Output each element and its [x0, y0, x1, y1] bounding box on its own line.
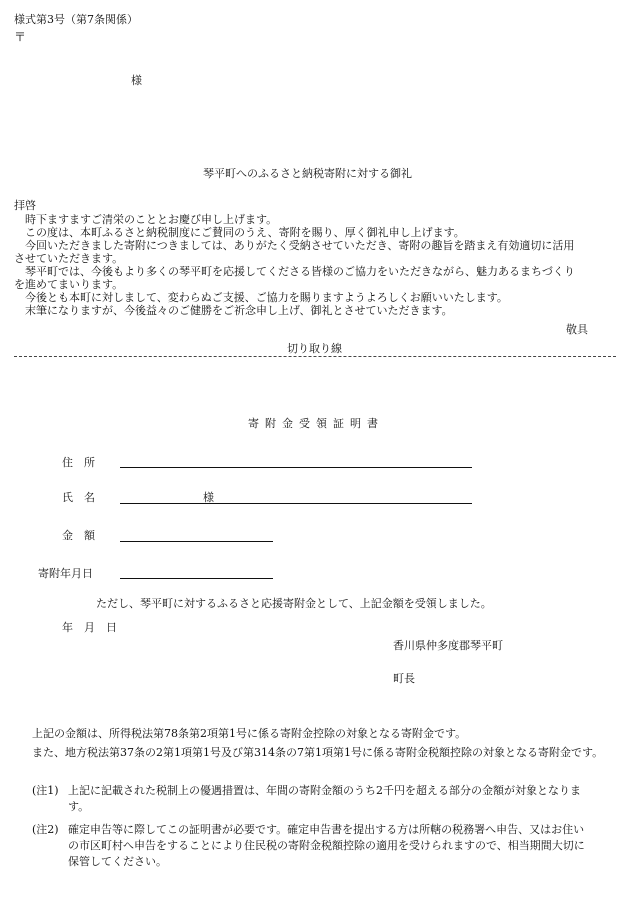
body-line: 今回いただきました寄附につきましては、ありがたく受納させていただき、寄附の趣旨を踏まえ有効適切に活用 — [14, 239, 575, 252]
address-line — [120, 467, 472, 468]
receipt-statement: ただし、琴平町に対するふるさと応援寄附金として、上記金額を受領しました。 — [96, 597, 492, 610]
body-line: 末筆になりますが、今後益々のご健勝をご祈念申し上げ、御礼とさせていただきます。 — [14, 304, 453, 317]
note-line: 保管してください。 — [68, 855, 167, 868]
date-line — [120, 578, 273, 579]
cut-line-label: 切り取り線 — [287, 342, 342, 355]
closing: 敬具 — [566, 323, 588, 336]
name-line — [120, 503, 472, 504]
body-line: 今後とも本町に対しまして、変わらぬご支援、ご協力を賜りますようよろしくお願いいたします。 — [14, 291, 508, 304]
issuer-location: 香川県仲多度郡琴平町 — [393, 639, 503, 652]
cut-line — [14, 356, 616, 357]
note-mark: (注1) — [32, 784, 59, 797]
note-line: す。 — [68, 800, 90, 813]
note-line: の市区町村へ申告をすることにより住民税の寄附金税額控除の適用を受けられますので、相当期間大切に — [68, 839, 585, 852]
letter-body — [14, 213, 618, 317]
body-line: 琴平町では、今後もより多くの琴平町を応援してくださる皆様のご協力をいただきながら、魅力あるまちづくり — [14, 265, 575, 278]
certificate-title: 寄附金受領証明書 — [248, 417, 384, 430]
note-line: 上記に記載された税制上の優遇措置は、年間の寄附金額のうち2千円を超える部分の金額が対象となりま — [68, 784, 581, 797]
name-suffix: 様 — [203, 491, 214, 504]
name-label: 氏 名 — [62, 491, 95, 504]
postal-mark: 〒 — [14, 30, 27, 44]
tax-deduction-line: 上記の金額は、所得税法第78条第2項第1号に係る寄附金控除の対象となる寄附金です。 — [32, 727, 467, 740]
letter-title: 琴平町へのふるさと納税寄附に対する御礼 — [203, 167, 412, 180]
tax-deduction-line: また、地方税法第37条の2第1項第1号及び第314条の7第1項第1号に係る寄附金税額控除の対象となる寄附金です。 — [32, 746, 604, 759]
amount-line — [120, 541, 273, 542]
salutation: 拝啓 — [14, 199, 36, 212]
body-line: この度は、本町ふるさと納税制度にご賛同のうえ、寄附を賜り、厚く御礼申し上げます。 — [14, 226, 465, 239]
note-mark: (注2) — [32, 823, 59, 836]
body-line: を進めてまいります。 — [14, 278, 124, 291]
body-line: させていただきます。 — [14, 252, 124, 265]
issuer-title: 町長 — [393, 672, 415, 685]
form-number: 様式第3号（第7条関係） — [14, 13, 138, 26]
address-label: 住 所 — [62, 456, 95, 469]
issue-date: 年 月 日 — [62, 621, 117, 634]
note-2 — [32, 822, 620, 870]
note-line: 確定申告等に際してこの証明書が必要です。確定申告書を提出する方は所轄の税務署へ申告、又はお住い — [68, 823, 585, 836]
addressee-suffix: 様 — [131, 74, 142, 87]
body-line: 時下ますますご清栄のこととお慶び申し上げます。 — [14, 213, 278, 226]
amount-label: 金 額 — [62, 529, 95, 542]
note-1 — [32, 783, 620, 815]
date-label: 寄附年月日 — [38, 567, 93, 580]
